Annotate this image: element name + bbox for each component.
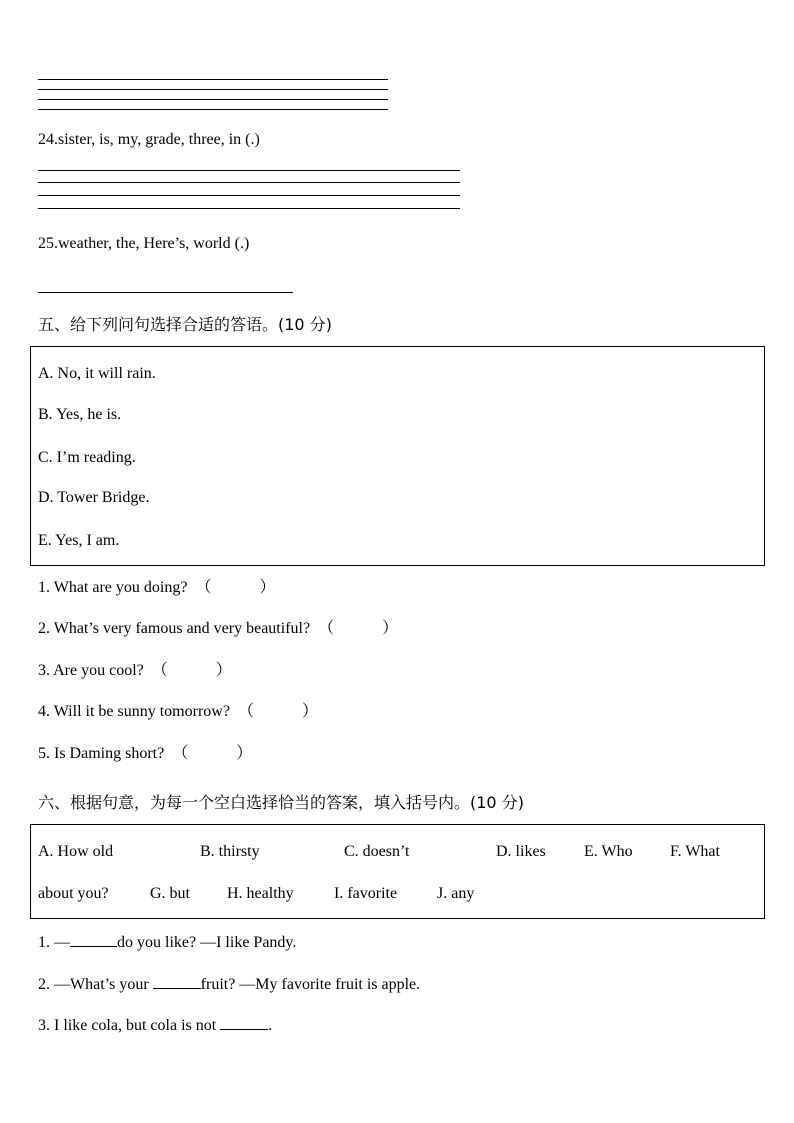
section-5-heading: 五、给下列问句选择合适的答语。(10 分): [38, 315, 332, 334]
match-question-text: 3. Are you cool?: [38, 662, 144, 679]
answer-paren-open: （: [172, 745, 189, 762]
match-question-1: [38, 578, 275, 598]
answer-line: [38, 79, 388, 80]
option-a: A. No, it will rain.: [38, 365, 156, 382]
answer-line: [38, 208, 460, 209]
fill-question-text-after: do you like? —I like Pandy.: [117, 934, 297, 951]
word-option-j: J. any: [437, 885, 475, 902]
fill-question-text-after: fruit? —My favorite fruit is apple.: [200, 976, 421, 993]
answer-paren-close[interactable]: ）: [259, 579, 276, 596]
answer-paren-open: （: [318, 620, 335, 637]
word-option-c: C. doesn’t: [344, 843, 410, 860]
fill-question-text-before: 2. —What’s your: [38, 976, 153, 993]
match-question-4: [38, 702, 318, 722]
word-option-d: D. likes: [496, 843, 546, 860]
answer-line: [38, 170, 460, 171]
answer-paren-close[interactable]: ）: [215, 662, 232, 679]
word-option-e: E. Who: [584, 843, 633, 860]
answer-paren-open: （: [151, 662, 168, 679]
answer-line: [38, 109, 388, 110]
fill-question-2: [38, 973, 420, 995]
match-question-3: [38, 661, 232, 681]
answer-line: [38, 99, 388, 100]
word-option-g: G. but: [150, 885, 190, 902]
answer-paren-close[interactable]: ）: [301, 703, 318, 720]
question-25: 25.weather, the, Here’s, world (.): [38, 235, 250, 252]
section-6-options-box: [30, 824, 765, 919]
answer-line: [38, 292, 293, 293]
option-e: E. Yes, I am.: [38, 532, 120, 549]
answer-paren-close[interactable]: ）: [236, 745, 253, 762]
answer-blank[interactable]: [220, 1014, 268, 1030]
word-option-a: A. How old: [38, 843, 114, 860]
answer-line: [38, 89, 388, 90]
word-option-b: B. thirsty: [200, 843, 260, 860]
fill-question-text-after: .: [268, 1017, 273, 1034]
answer-line: [38, 195, 460, 196]
answer-line: [38, 182, 460, 183]
question-24: 24.sister, is, my, grade, three, in (.): [38, 131, 260, 148]
answer-blank[interactable]: [153, 973, 201, 989]
answer-blank[interactable]: [70, 931, 117, 947]
answer-paren-open: （: [237, 703, 254, 720]
answer-paren-close[interactable]: ）: [382, 620, 399, 637]
match-question-2: [38, 619, 398, 639]
match-question-text: 5. Is Daming short?: [38, 745, 165, 762]
word-option-f: F. What: [670, 843, 720, 860]
fill-question-text-before: 3. I like cola, but cola is not: [38, 1017, 221, 1034]
match-question-text: 4. Will it be sunny tomorrow?: [38, 703, 230, 720]
word-option-f-cont: about you?: [38, 885, 109, 902]
option-b: B. Yes, he is.: [38, 406, 122, 423]
answer-paren-open: （: [195, 579, 212, 596]
word-option-i: I. favorite: [334, 885, 398, 902]
word-option-h: H. healthy: [227, 885, 294, 902]
match-question-text: 2. What’s very famous and very beautiful?: [38, 620, 311, 637]
fill-question-3: [38, 1014, 272, 1036]
section-6-heading: 六、根据句意，为每一个空白选择恰当的答案，填入括号内。(10 分): [38, 793, 524, 812]
option-c: C. I’m reading.: [38, 449, 136, 466]
option-d: D. Tower Bridge.: [38, 489, 150, 506]
fill-question-text-before: 1. —: [38, 934, 70, 951]
fill-question-1: [38, 931, 296, 953]
match-question-5: [38, 744, 252, 764]
match-question-text: 1. What are you doing?: [38, 579, 188, 596]
